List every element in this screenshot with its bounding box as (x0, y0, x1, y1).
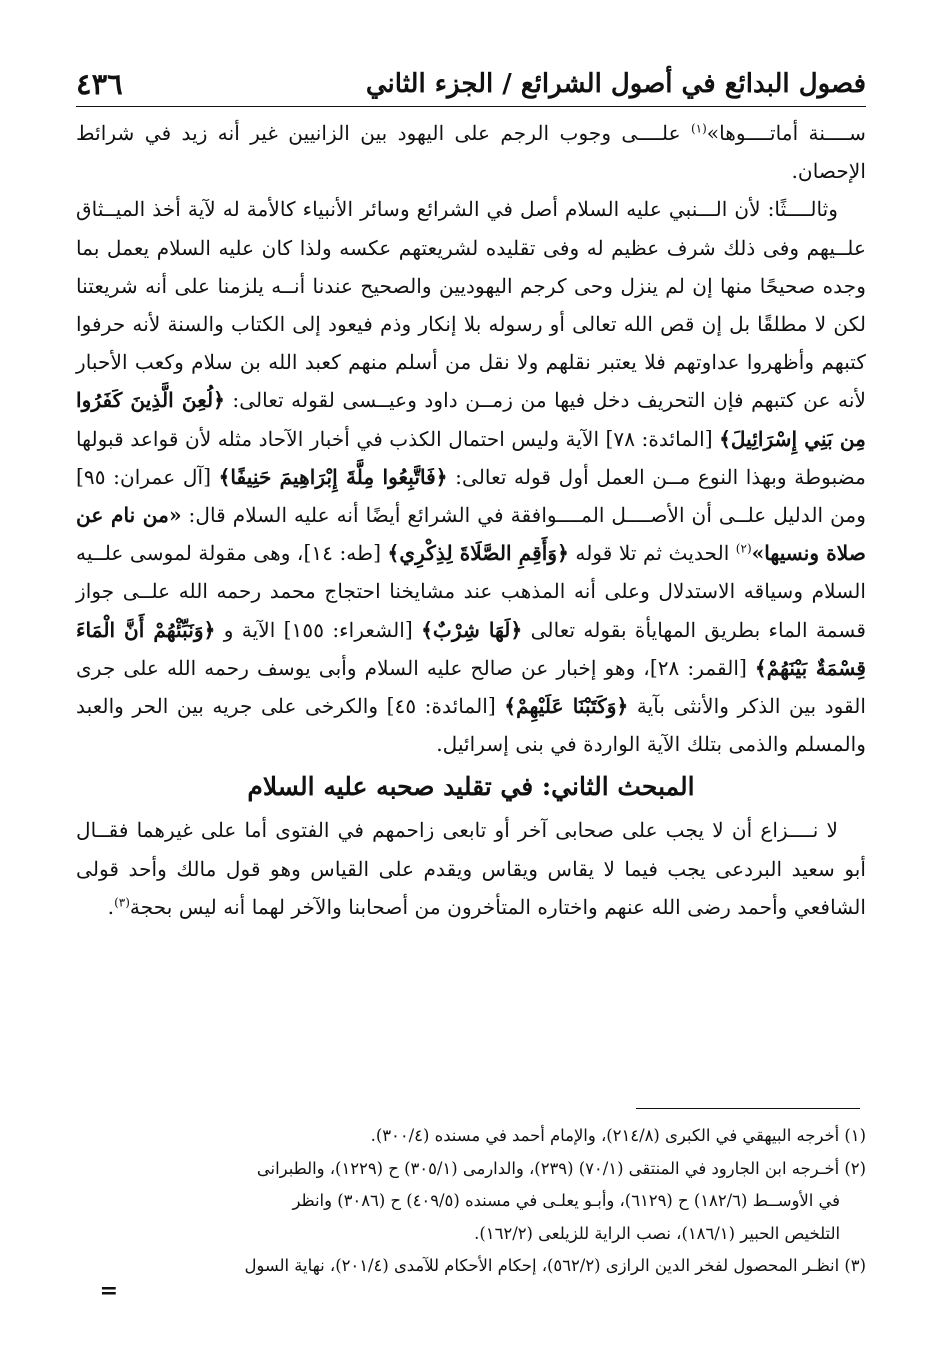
text-span: [المائدة: ٧٨] الآية وليس احتمال الكذب في أخبار الآحاد مثله لأن قواعد قبولها مضبوطة وبهذا النوع مــن العمل أول قوله تعالى: (76, 426, 866, 489)
footnote-2-line-3: التلخيص الحبير (١٨٦/١)، نصب الراية للزيلعى (١٦٢/٢). (474, 1223, 840, 1243)
section-heading: المبحث الثاني: في تقليد صحبه عليه السلام (247, 772, 695, 802)
footnote-3: (٣) انظـر المحصول لفخر الدين الرازى (٥٦٢/٢)، إحكام الأحكام للآمدى (٢٠١/٤)، نهاية السول (244, 1256, 866, 1275)
hadith-quote: «من نام عن صلاة ونسيها» (76, 503, 866, 566)
quran-quote: ﴿وَنَبِّئْهُمْ أَنَّ الْمَاءَ قِسْمَةٌ بَيْنَهُمْ﴾ (76, 617, 866, 680)
footnote-ref-3: (٣) (114, 895, 130, 910)
paragraph-1 (76, 114, 866, 190)
page-number: ٤٣٦ (76, 67, 123, 101)
footnote-ref-2: (٢) (735, 541, 752, 556)
text-span: [آل عمران: ٩٥] ومن الدليل علــى أن الأصــــل المــــوافقة في الشرائع أيضًا أنه عليه السلام قال: (76, 464, 866, 528)
quran-quote: ﴿لُعِنَ الَّذِينَ كَفَرُوا مِن بَنِي إِسْرَائِيلَ﴾ (76, 388, 866, 451)
text-span: [الشعراء: ١٥٥] الآية و (215, 617, 422, 642)
text-span: الحديث ثم تلا قوله (568, 541, 736, 566)
footnote-ref-1: (١) (690, 121, 707, 136)
text-span: ســــنة أماتــــوها» (706, 121, 866, 145)
footnote-separator (636, 1108, 860, 1109)
text-span: [طه: ١٤]، وهى مقولة لموسى علــيه السلام وسياقه الاستدلال وعلى أنه المذهب عند مشايخنا احتجاج محمد رحمه الله علــى جواز قسمة الماء بطريق المهايأة بقوله تعالى (76, 541, 866, 642)
quran-quote: ﴿وَأَقِمِ الصَّلَاةَ لِذِكْرِي﴾ (387, 541, 569, 566)
text-span: وثالــــثًا: لأن الـــنبي عليه السلام أصل في الشرائع وسائر الأنبياء كالأمة له لآية أخذ الميــثاق علــيهم وفى ذلك شرف عظيم له وفى تقليده لشريعتهم عكسه ولذا كان عليه السلام يعمل بما وجده صحيحًا منها إن لم ينزل وحى كرجم اليهوديين والصحيح عندنا أنــه يلزمنا على أنه شريعتنا لكن لا مطلقًا بل إن قص الله تعالى أو رسوله بلا إنكار وذم فيعود إلى الكتاب والسنة لأنه حرفوا كتبهم وأظهروا عداوتهم فلا يعتبر نقلهم ولا نقل من أسلم منهم كعبد الله بن سلام وكعب الأحبار لأنه عن كتبهم فإن التحريف دخل فيها من زمــن داود وعيــسى لقوله تعالى: (76, 197, 866, 413)
page-header (76, 62, 866, 107)
footnote-1: (١) أخرجه البيهقي في الكبرى (٢١٤/٨)، والإمام أحمد في مسنده (٣٠٠/٤). (370, 1126, 866, 1145)
continuation-mark: = (99, 1278, 118, 1304)
quran-quote: ﴿فَاتَّبِعُوا مِلَّةَ إِبْرَاهِيمَ حَنِيفًا﴾ (218, 464, 448, 489)
paragraph-2 (76, 190, 866, 763)
text-span: [القمر: ٢٨]، وهو إخبار عن صالح عليه السلام وأبى يوسف رحمه الله على جرى القود بين الذكر والأنثى بآية (76, 655, 866, 719)
text-span: . (107, 894, 115, 919)
text-span: علــــى وجوب الرجم على اليهود بين الزانيين غير أنه زيد في شرائط الإحصان. (76, 121, 866, 184)
running-title: فصول البدائع في أصول الشرائع / الجزء الثاني (365, 69, 866, 99)
text-span: [المائدة: ٤٥] والكرخى على جريه بين الحر والعبد والمسلم والذمى بتلك الآية الواردة في بنى إسرائيل. (76, 694, 866, 757)
footnote-2-line-2: في الأوســط (١٨٢/٦) ح (٦١٢٩)، وأبـو يعلـى في مسنده (٤٠٩/٥) ح (٣٠٨٦) وانظر (292, 1191, 840, 1210)
main-text (76, 114, 866, 926)
quran-quote: ﴿لَهَا شِرْبٌ﴾ (421, 617, 523, 642)
quran-quote: ﴿وَكَتَبْنَا عَلَيْهِمْ﴾ (504, 694, 629, 719)
footnotes (76, 1120, 866, 1283)
footnote-2: (٢) أخـرجه ابن الجارود في المنتقى (٧٠/١) (٢٣٩)، والدارمى (٣٠٥/١) ح (١٢٢٩)، والطبرانى (256, 1158, 866, 1178)
paragraph-3 (76, 811, 866, 926)
text-span: لا نــــزاع أن لا يجب على صحابى آخر أو تابعى زاحمهم في الفتوى أما على غيرهما فقــال أبو سعيد البردعى يجب فيما لا يقاس ويقاس ويقدم على القياس وهو قول مالك وأحد قولى الشافعي وأحمد رضى الله عنهم واختاره المتأخرون من أصحابنا والآخر لهما أنه ليس بحجة (76, 818, 866, 919)
